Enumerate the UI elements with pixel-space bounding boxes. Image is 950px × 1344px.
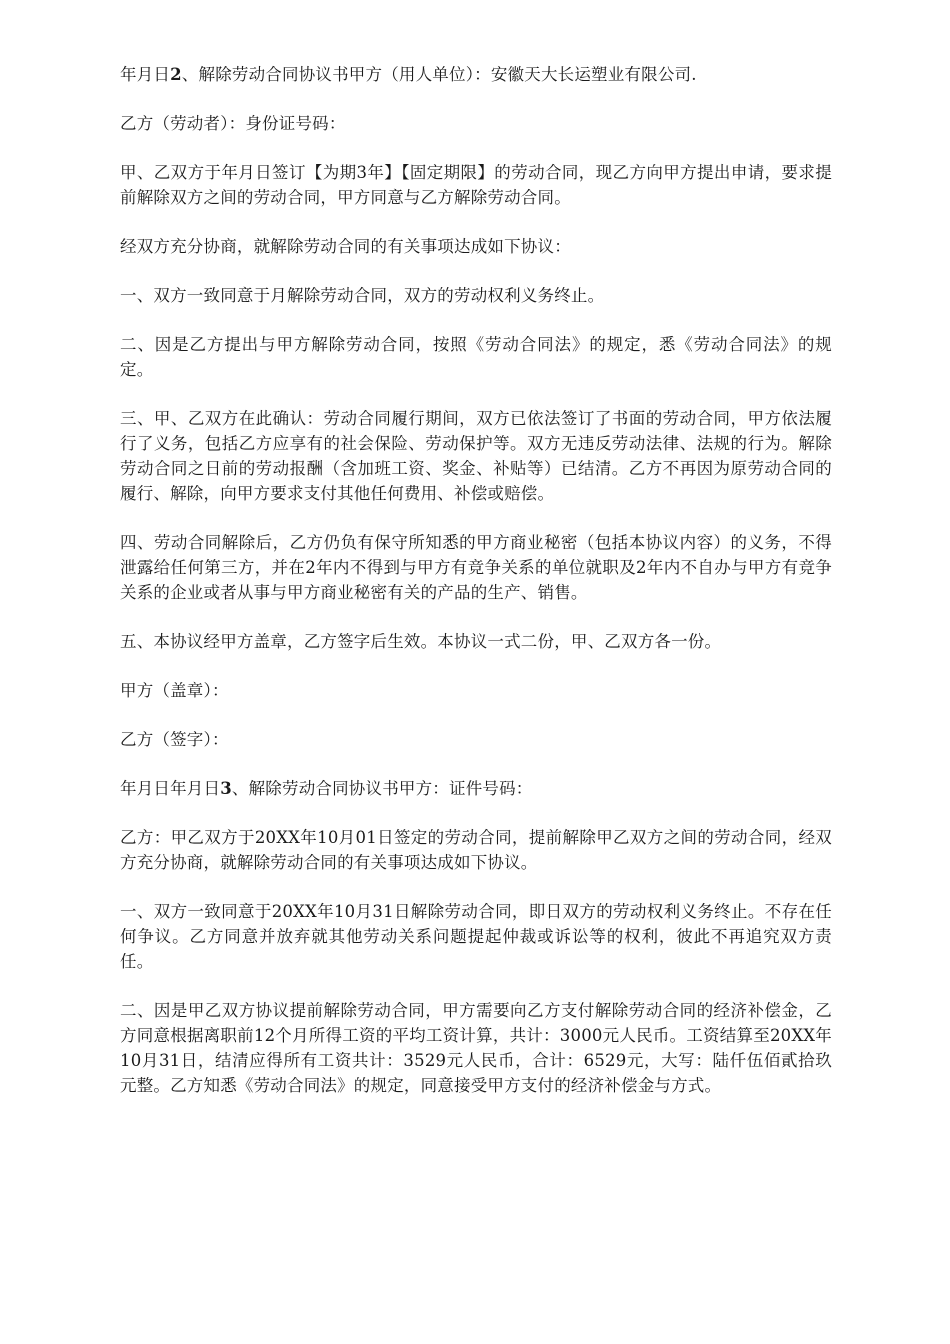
clause-1: 一、双方一致同意于月解除劳动合同，双方的劳动权利义务终止。 — [120, 286, 605, 305]
clause-4: 四、劳动合同解除后，乙方仍负有保守所知悉的甲方商业秘密（包括本协议内容）的义务，不得泄露给任何第三方，并在2年内不得到与甲方有竞争关系的单位就职及2年内不自办与甲方有竞争关系的企业或者从事与甲方商业秘密有关的产品的生产、销售。 — [120, 533, 832, 602]
agreement-2-heading — [120, 62, 832, 87]
agreement-3-clause-2: 二、因是甲乙双方协议提前解除劳动合同，甲方需要向乙方支付解除劳动合同的经济补偿金，乙方同意根据离职前12个月所得工资的平均工资计算，共计：3000元人民币。工资结算至20XX年10月31日，结清应得所有工资共计：3529元人民币，合计：6529元，大写：陆仟伍佰貳拾玖元整。乙方知悉《劳动合同法》的规定，同意接受甲方支付的经济补偿金与方式。 — [120, 1001, 832, 1095]
clause-5: 五、本协议经甲方盖章，乙方签字后生效。本协议一式二份，甲、乙双方各一份。 — [120, 632, 722, 651]
agreement-3-heading — [120, 776, 832, 801]
date-prefix: 年月日 — [120, 65, 171, 84]
negotiation-intro: 经双方充分协商，就解除劳动合同的有关事项达成如下协议： — [120, 237, 571, 256]
document-page — [120, 62, 832, 1122]
clause-2: 二、因是乙方提出与甲方解除劳动合同，按照《劳动合同法》的规定，悉《劳动合同法》的规定。 — [120, 335, 832, 379]
date-prefix: 年月日年月日 — [120, 779, 221, 798]
contract-background: 甲、乙双方于年月日签订【为期3年】【固定期限】的劳动合同，现乙方向甲方提出申请，要求提前解除双方之间的劳动合同，甲方同意与乙方解除劳动合同。 — [120, 163, 832, 207]
agreement-3-clause-1: 一、双方一致同意于20XX年10月31日解除劳动合同，即日双方的劳动权利义务终止。不存在任何争议。乙方同意并放弃就其他劳动关系问题提起仲裁或诉讼等的权利，彼此不再追究双方责任。 — [120, 902, 832, 971]
party-a-seal: 甲方（盖章）： — [120, 681, 229, 700]
clause-3: 三、甲、乙双方在此确认：劳动合同履行期间，双方已依法签订了书面的劳动合同，甲方依法履行了义务，包括乙方应享有的社会保险、劳动保护等。双方无违反劳动法律、法规的行为。解除劳动合同之日前的劳动报酬（含加班工资、奖金、补贴等）已结清。乙方不再因为原劳动合同的履行、解除，向甲方要求支付其他任何费用、补偿或赔偿。 — [120, 409, 832, 503]
section-number: 3 — [220, 779, 232, 798]
heading-text: 、解除劳动合同协议书甲方：证件号码： — [231, 779, 533, 798]
party-b-info: 乙方（劳动者）：身份证号码： — [120, 114, 346, 133]
agreement-3-intro: 乙方：甲乙双方于20XX年10月01日签定的劳动合同，提前解除甲乙双方之间的劳动合同，经双方充分协商，就解除劳动合同的有关事项达成如下协议。 — [120, 828, 832, 872]
section-number: 2 — [170, 65, 182, 84]
party-b-signature: 乙方（签字）： — [120, 730, 229, 749]
heading-text: 、解除劳动合同协议书甲方（用人单位）：安徽天大长运塑业有限公司. — [181, 65, 697, 84]
